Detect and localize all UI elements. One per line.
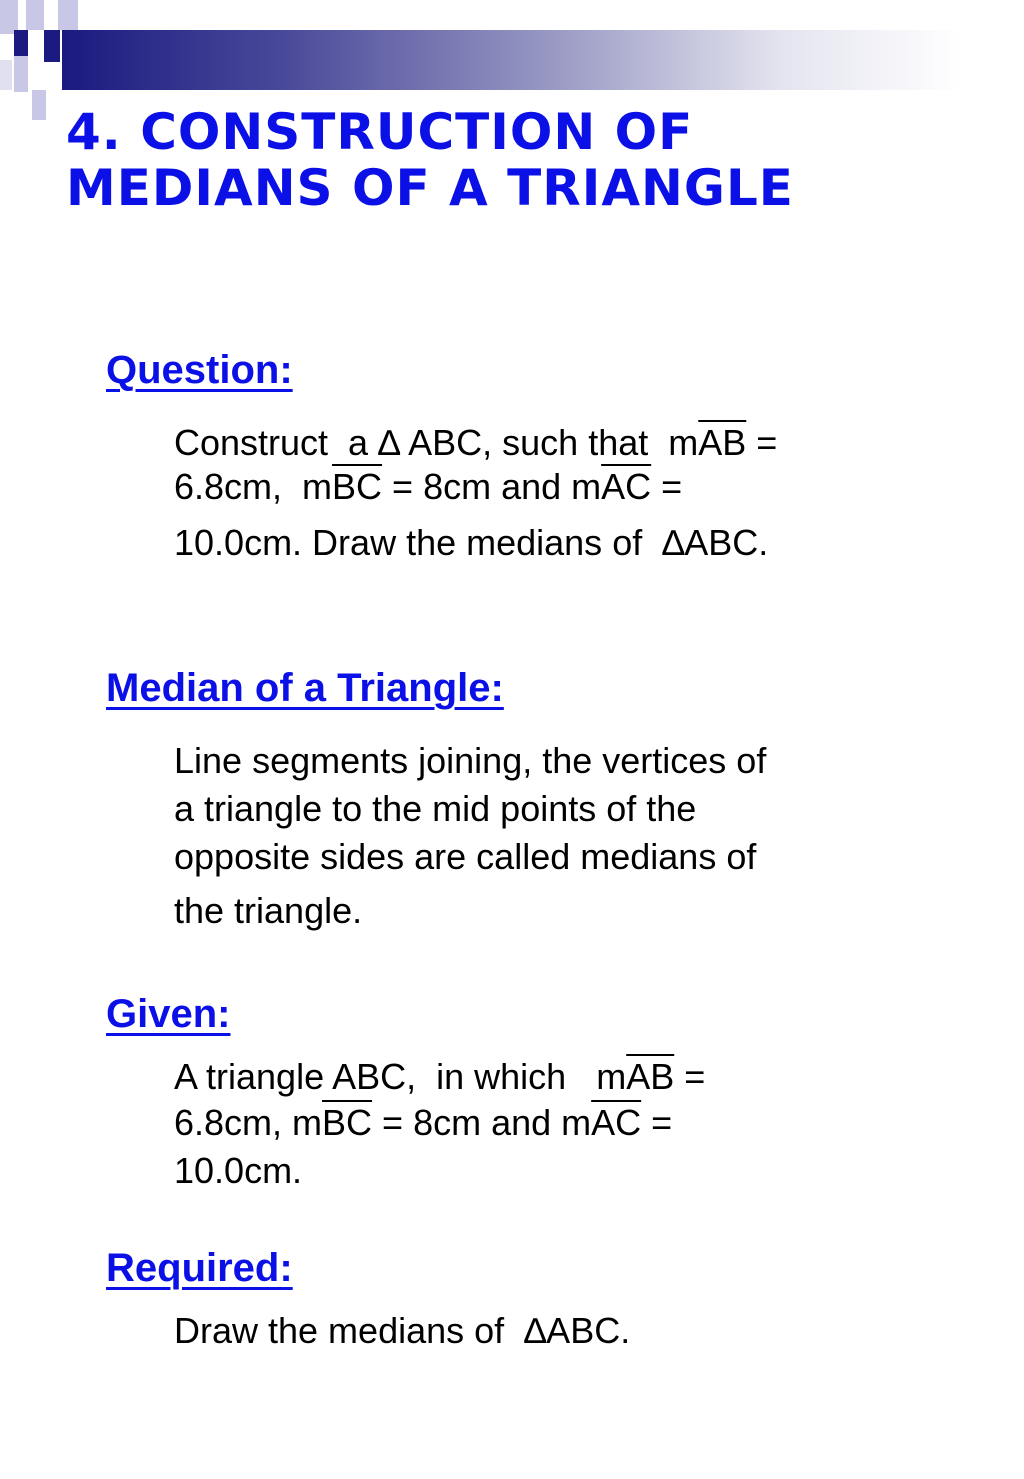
text-run: = bbox=[641, 1102, 673, 1143]
decor-square bbox=[14, 30, 28, 56]
given-line: 10.0cm. bbox=[174, 1150, 303, 1191]
given-line bbox=[174, 1098, 974, 1148]
median-line: opposite sides are called medians of bbox=[174, 836, 757, 877]
given-heading: Given: bbox=[106, 992, 231, 1036]
segment-ac: $\overline{AC}$ bbox=[601, 466, 652, 507]
question-line bbox=[174, 462, 974, 512]
decor-square bbox=[44, 30, 60, 62]
page-title bbox=[66, 104, 794, 216]
page-title-line: MEDIANS OF A TRIANGLE bbox=[66, 159, 794, 217]
page-title-line: 4. CONSTRUCTION OF bbox=[66, 103, 694, 161]
question-line bbox=[174, 418, 974, 468]
decor-square bbox=[58, 0, 78, 30]
text-run: A triangle ABC, in which m bbox=[174, 1056, 627, 1097]
required-line: Draw the medians of ∆ABC. bbox=[174, 1310, 631, 1351]
given-text bbox=[174, 1052, 974, 1196]
segment-bc: $\overline{BC}$ bbox=[332, 466, 383, 507]
required-heading: Required: bbox=[106, 1246, 293, 1290]
question-heading: Question: bbox=[106, 348, 293, 392]
segment-ab: $\overline{AB}$ bbox=[698, 422, 747, 463]
header-gradient-bar bbox=[62, 30, 962, 90]
text-run: = bbox=[674, 1056, 706, 1097]
segment-ab: $\overline{AB}$ bbox=[626, 1056, 675, 1097]
median-heading: Median of a Triangle: bbox=[106, 666, 504, 710]
decor-square bbox=[14, 56, 28, 92]
given-line bbox=[174, 1052, 974, 1102]
decor-square bbox=[0, 0, 18, 34]
text-run: 6.8cm, m bbox=[174, 1102, 323, 1143]
text-run: = bbox=[651, 466, 683, 507]
median-line: a triangle to the mid points of the bbox=[174, 788, 697, 829]
text-run: = 8cm and m bbox=[382, 466, 602, 507]
text-run: = 8cm and m bbox=[372, 1102, 592, 1143]
median-definition bbox=[174, 736, 974, 936]
segment-ac: $\overline{AC}$ bbox=[591, 1102, 642, 1143]
decor-square bbox=[26, 0, 44, 30]
text-run: = bbox=[746, 422, 778, 463]
decor-square bbox=[32, 90, 46, 120]
text-run: Construct a ∆ ABC, such that m bbox=[174, 422, 699, 463]
text-run: 6.8cm, m bbox=[174, 466, 333, 507]
required-text bbox=[174, 1306, 974, 1356]
segment-bc: $\overline{BC}$ bbox=[322, 1102, 373, 1143]
median-line: Line segments joining, the vertices of bbox=[174, 740, 767, 781]
question-text bbox=[174, 418, 974, 568]
decor-square bbox=[0, 60, 12, 90]
question-line: 10.0cm. Draw the medians of ∆ABC. bbox=[174, 522, 769, 563]
median-line: the triangle. bbox=[174, 890, 363, 931]
